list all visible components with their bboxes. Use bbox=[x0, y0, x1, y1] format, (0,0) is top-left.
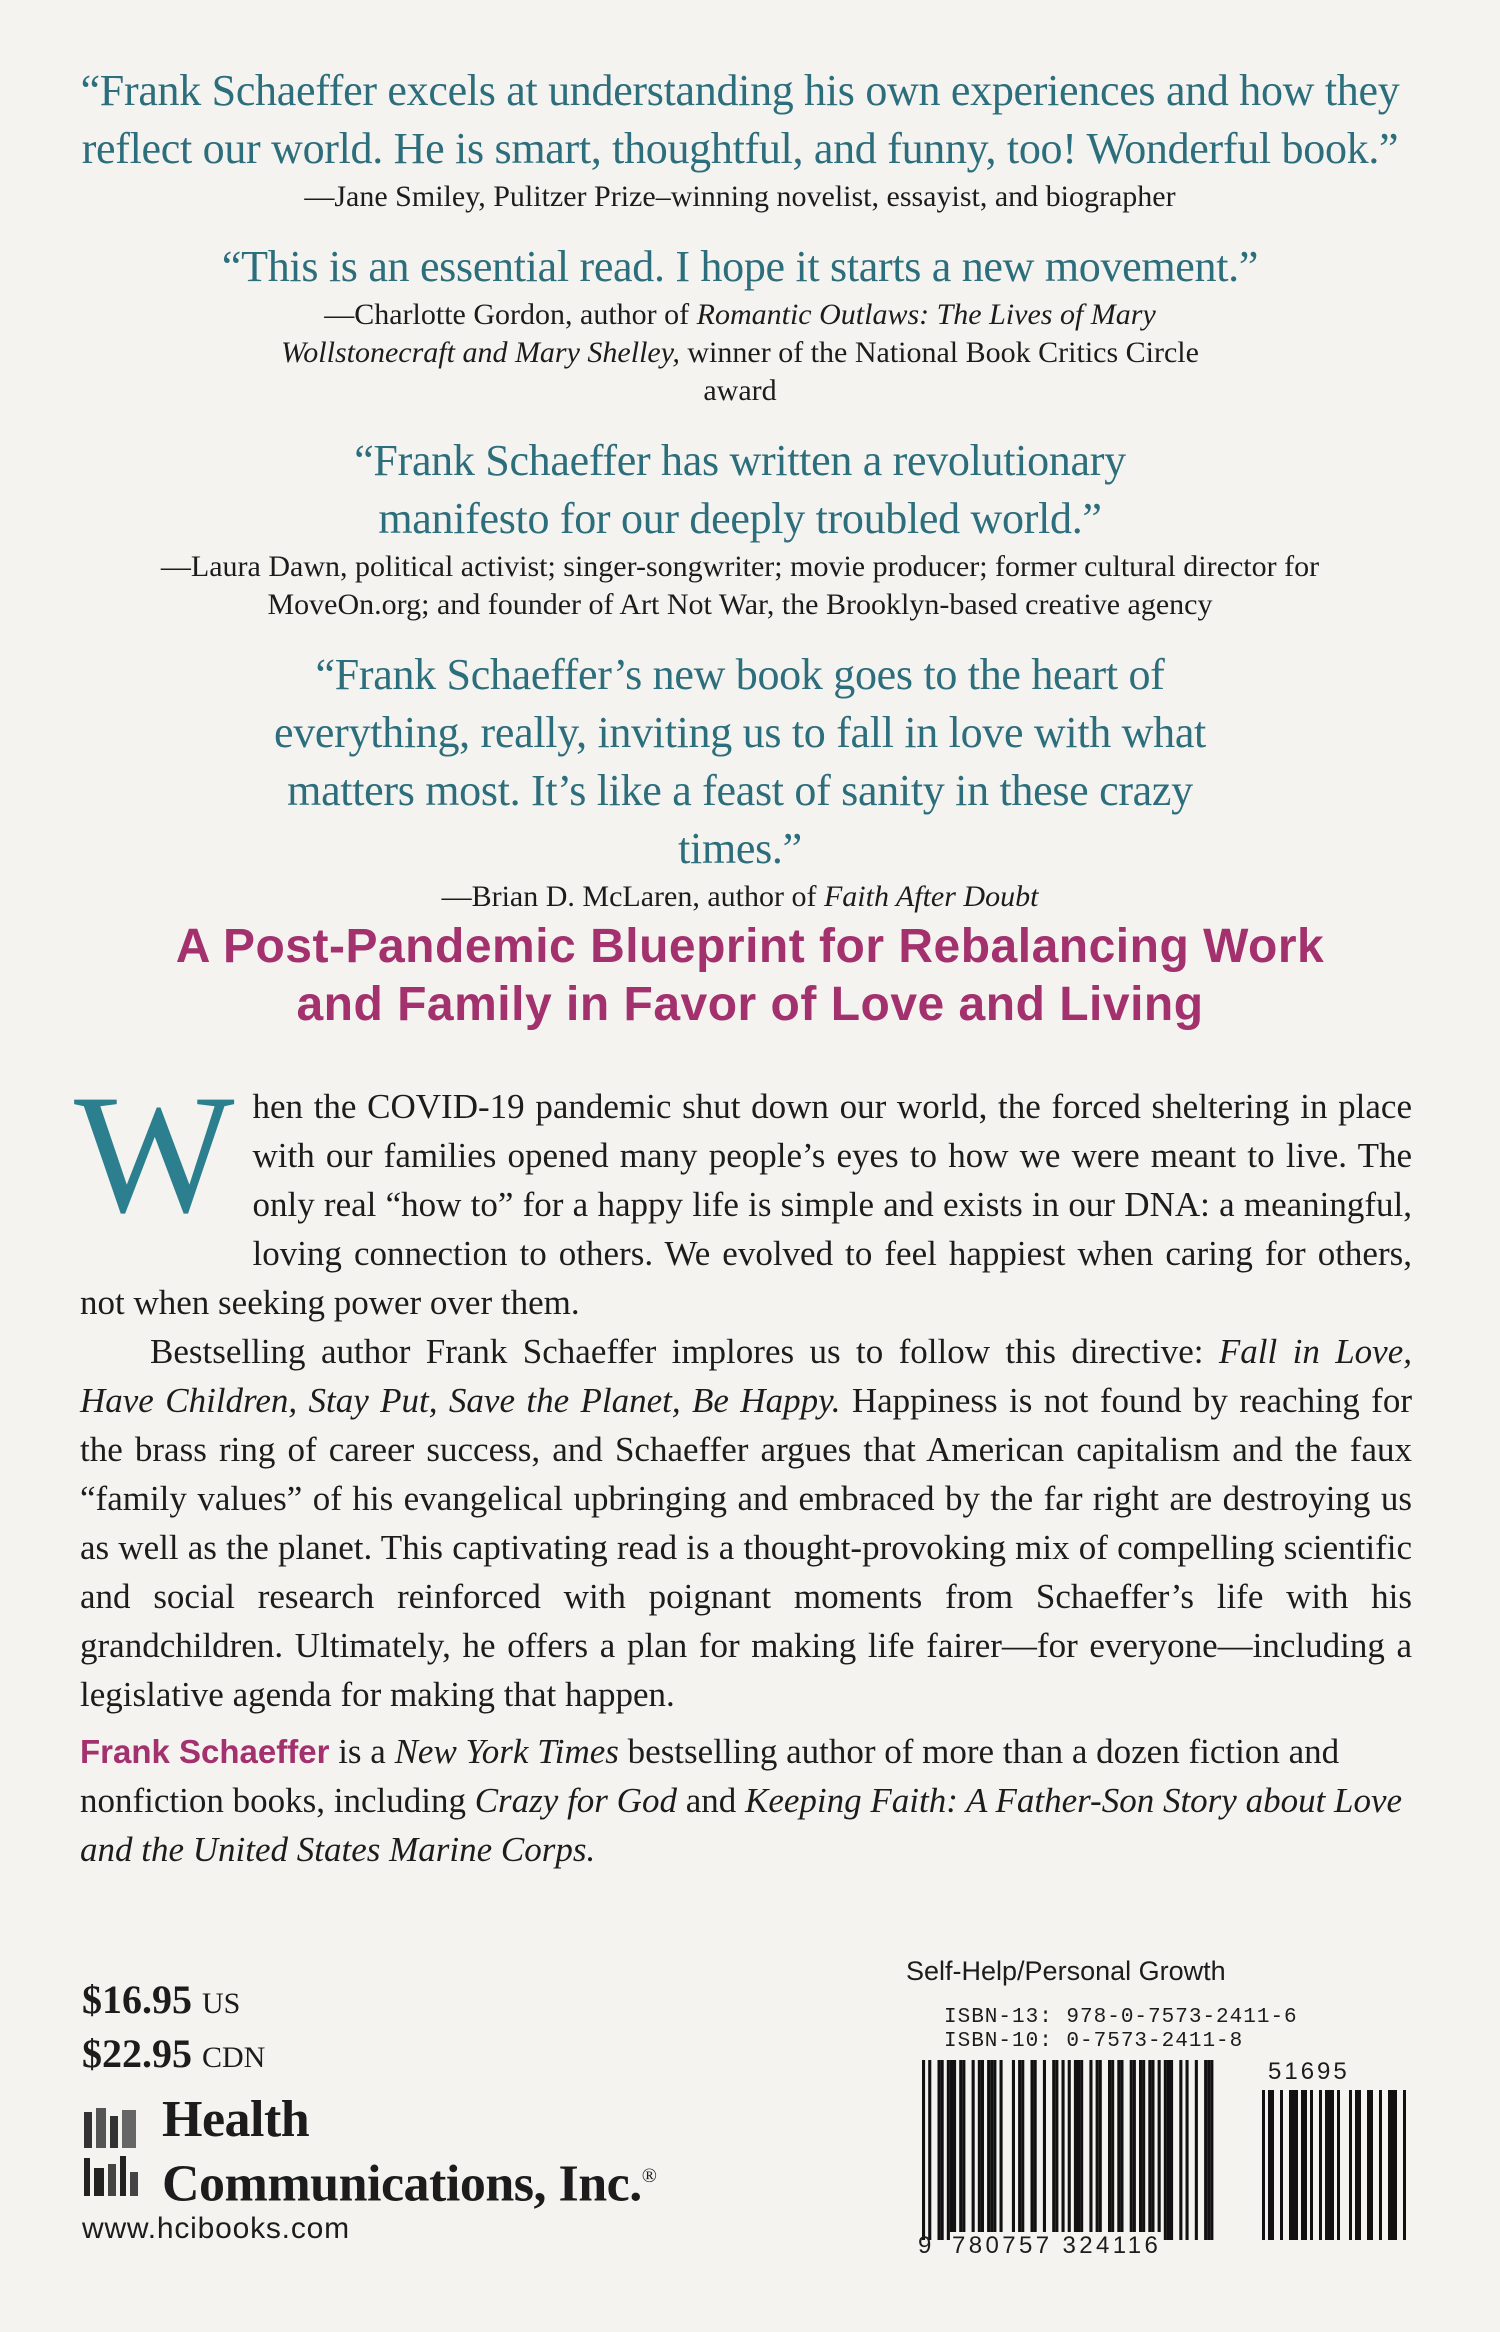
barcode-addon-bar bbox=[1394, 2090, 1397, 2240]
barcode-addon-bar bbox=[1337, 2090, 1340, 2240]
barcode-addon-bar bbox=[1328, 2090, 1331, 2240]
publisher-name bbox=[162, 2092, 656, 2212]
attribution-text: winner of the National Book Critics Circle award bbox=[679, 336, 1199, 407]
barcode-bar bbox=[1055, 2060, 1058, 2240]
publisher-name-line bbox=[162, 2148, 656, 2212]
barcode-addon-bar bbox=[1355, 2090, 1358, 2240]
registered-mark: ® bbox=[641, 2165, 657, 2187]
barcode-digits: 780757 324116 bbox=[952, 2232, 1162, 2259]
barcode-bar bbox=[1186, 2060, 1189, 2240]
paragraph-text: Bestselling author Frank Schaeffer implores us to follow this directive: bbox=[150, 1332, 1219, 1371]
endorsement-attribution bbox=[70, 878, 1410, 916]
price-us-label: US bbox=[202, 1987, 241, 2020]
barcode-addon-bar bbox=[1271, 2090, 1274, 2240]
barcode-bar bbox=[1117, 2060, 1120, 2240]
barcode-bar bbox=[990, 2060, 993, 2240]
publisher-name-text: Communications, Inc. bbox=[162, 2155, 642, 2213]
endorsement-gordon bbox=[70, 238, 1410, 410]
barcode-bar bbox=[1142, 2060, 1145, 2240]
barcode-addon-bar bbox=[1268, 2090, 1271, 2240]
isbn-block bbox=[944, 2006, 1298, 2054]
description bbox=[74, 1060, 1412, 1874]
barcode-bar bbox=[981, 2060, 984, 2240]
barcode-bar bbox=[1080, 2060, 1083, 2240]
barcode-bar bbox=[953, 2060, 956, 2240]
barcode-addon-bar bbox=[1310, 2090, 1313, 2240]
barcode-bar bbox=[1021, 2060, 1024, 2240]
barcode-bar bbox=[941, 2060, 944, 2240]
price-cdn-label: CDN bbox=[202, 2041, 266, 2074]
barcode-first-digit: 9 bbox=[918, 2232, 932, 2259]
barcode-bar bbox=[928, 2060, 931, 2240]
barcode-bar bbox=[1012, 2060, 1015, 2240]
barcode-addon-bar bbox=[1379, 2090, 1382, 2240]
attribution-text: —Charlotte Gordon, author of bbox=[324, 298, 697, 331]
barcode-bar bbox=[1018, 2060, 1021, 2240]
book-title: Faith After Doubt bbox=[823, 880, 1039, 913]
endorsement-quote: “Frank Schaeffer has written a revolutionary manifesto for our deeply troubled world.” bbox=[354, 436, 1126, 543]
barcode-addon-bar bbox=[1289, 2090, 1292, 2240]
barcode-bar bbox=[972, 2060, 975, 2240]
barcode-addon-bar bbox=[1391, 2090, 1394, 2240]
barcode-bar bbox=[1130, 2060, 1133, 2240]
endorsement-dawn bbox=[70, 432, 1410, 624]
barcode-bar bbox=[1068, 2060, 1071, 2240]
barcode-bar bbox=[1108, 2060, 1111, 2240]
book-title: Romantic Outlaws: The Lives of Mary Wollstonecraft and Mary Shelley, bbox=[281, 298, 1156, 369]
barcode-addon-bar bbox=[1304, 2090, 1307, 2240]
barcode-bar bbox=[959, 2060, 962, 2240]
barcode-addon-bar bbox=[1319, 2090, 1322, 2240]
endorsement-attribution: —Laura Dawn, political activist; singer-songwriter; movie producer; former cultural director for MoveOn.org; and founder of Art Not War, the Brooklyn-based creative agency bbox=[160, 550, 1320, 621]
barcode-bar bbox=[962, 2060, 965, 2240]
bio-italic: New York Times bbox=[394, 1732, 619, 1771]
barcode-bar bbox=[1089, 2060, 1092, 2240]
barcode-bar bbox=[1139, 2060, 1142, 2240]
price-us-value: $16.95 bbox=[82, 1977, 192, 2022]
barcode-addon-bar bbox=[1292, 2090, 1295, 2240]
bio-text: bestselling author of more than a dozen fiction and nonfiction books, including bbox=[80, 1732, 1340, 1820]
endorsement-attribution: —Jane Smiley, Pulitzer Prize–winning novelist, essayist, and biographer bbox=[304, 180, 1176, 213]
barcode-bar bbox=[1099, 2060, 1102, 2240]
barcode-bar bbox=[1062, 2060, 1065, 2240]
barcode-addon-bar bbox=[1349, 2090, 1352, 2240]
book-title: Keeping Faith: A Father-Son Story about Love and the United States Marine Corps. bbox=[80, 1781, 1403, 1869]
category-label: Self-Help/Personal Growth bbox=[906, 1956, 1226, 1986]
barcode-addon-bar bbox=[1331, 2090, 1334, 2240]
description-paragraph bbox=[80, 1327, 1412, 1719]
endorsement-quote: “Frank Schaeffer excels at understanding his own experiences and how they reflect our world. He is smart, thoughtful, and funny, too! Wonderful book.” bbox=[80, 66, 1400, 173]
barcode-addon-bar bbox=[1295, 2090, 1298, 2240]
barcode-bar bbox=[1111, 2060, 1114, 2240]
barcode-addon-bar bbox=[1262, 2090, 1265, 2240]
barcode-bar bbox=[1195, 2060, 1198, 2240]
barcode-bar bbox=[978, 2060, 981, 2240]
barcode-bar bbox=[1031, 2060, 1034, 2240]
barcode-bar bbox=[1179, 2060, 1182, 2240]
barcode-bar bbox=[938, 2060, 941, 2240]
bio-text: is a bbox=[329, 1732, 395, 1771]
barcode-addon-bar bbox=[1325, 2090, 1328, 2240]
endorsement-attribution bbox=[70, 296, 1410, 410]
price-block bbox=[82, 1975, 265, 2083]
barcode-addon-bar bbox=[1370, 2090, 1373, 2240]
barcode-bar bbox=[1096, 2060, 1099, 2240]
barcode-bar bbox=[922, 2060, 925, 2240]
barcode-bar bbox=[1167, 2060, 1170, 2240]
description-paragraph bbox=[74, 1060, 1412, 1327]
barcode-bar bbox=[1077, 2060, 1080, 2240]
barcode-bar bbox=[1148, 2060, 1151, 2240]
paragraph-text: Happiness is not found by reaching for the brass ring of career success, and Schaeffer argues that American capitalism and the faux “family values” of his evangelical upbringing and embraced by the far right are destroying us as well as the planet. This captivating read is a thought-provoking mix of compelling scientific and social research reinforced with poignant moments from Schaeffer’s life with his grandchildren. Ultimately, he offers a plan for making life fairer—for everyone—including a legislative agenda for making that happen. bbox=[80, 1381, 1412, 1714]
endorsement-quote: “Frank Schaeffer’s new book goes to the heart of everything, really, inviting us to fall in love with what matters most. It’s like a feast of sanity in these crazy times.” bbox=[274, 650, 1206, 873]
barcode-bar bbox=[1000, 2060, 1003, 2240]
barcode-bar bbox=[1164, 2060, 1167, 2240]
barcode-bar bbox=[1204, 2060, 1207, 2240]
barcode-bar bbox=[1074, 2060, 1077, 2240]
attribution-text: —Brian D. McLaren, author of bbox=[441, 880, 824, 913]
barcode-bar bbox=[1034, 2060, 1037, 2240]
barcode-bar bbox=[1043, 2060, 1046, 2240]
barcode-bar bbox=[1120, 2060, 1123, 2240]
endorsement-quote: “This is an essential read. I hope it starts a new movement.” bbox=[221, 242, 1259, 291]
barcode bbox=[922, 2060, 1410, 2255]
barcode-addon-bar bbox=[1388, 2090, 1391, 2240]
barcode-addon-bar bbox=[1367, 2090, 1370, 2240]
directive-text: Fall in Love, Have Children, Stay Put, Save the Planet, Be Happy. bbox=[80, 1332, 1412, 1420]
barcode-bar bbox=[947, 2060, 950, 2240]
barcode-bar bbox=[1133, 2060, 1136, 2240]
barcode-addon-bar bbox=[1403, 2090, 1406, 2240]
author-name: Frank Schaeffer bbox=[80, 1733, 330, 1770]
barcode-addon-bar bbox=[1301, 2090, 1304, 2240]
endorsement-smiley bbox=[70, 62, 1410, 216]
author-bio bbox=[80, 1727, 1412, 1874]
publisher-logo-icon bbox=[82, 2106, 140, 2198]
barcode-bar bbox=[1210, 2060, 1213, 2240]
barcode-bar bbox=[1052, 2060, 1055, 2240]
endorsements bbox=[70, 62, 1410, 938]
barcode-bar bbox=[987, 2060, 990, 2240]
publisher-url: www.hcibooks.com bbox=[82, 2212, 350, 2245]
barcode-bar bbox=[1207, 2060, 1210, 2240]
barcode-addon: 51695 bbox=[1268, 2058, 1350, 2085]
barcode-bar bbox=[1151, 2060, 1154, 2240]
drop-cap: W bbox=[74, 1060, 235, 1248]
barcode-bar bbox=[1158, 2060, 1161, 2240]
price-cdn bbox=[82, 2029, 265, 2083]
barcode-addon-bar bbox=[1358, 2090, 1361, 2240]
book-title: Crazy for God bbox=[474, 1781, 677, 1820]
price-cdn-value: $22.95 bbox=[82, 2031, 192, 2076]
headline: A Post-Pandemic Blueprint for Rebalancing Work and Family in Favor of Love and Living bbox=[175, 920, 1325, 1031]
endorsement-mclaren bbox=[70, 646, 1410, 916]
isbn-13: ISBN-13: 978-0-7573-2411-6 bbox=[944, 2006, 1298, 2029]
publisher-name-line: Health bbox=[162, 2091, 310, 2148]
barcode-addon-bar bbox=[1280, 2090, 1283, 2240]
bio-text: and bbox=[676, 1781, 745, 1820]
barcode-bar bbox=[993, 2060, 996, 2240]
price-us bbox=[82, 1975, 265, 2029]
barcode-bar bbox=[1170, 2060, 1173, 2240]
paragraph-text: hen the COVID-19 pandemic shut down our world, the forced sheltering in place with our families opened many people’s eyes to how we were meant to live. The only real “how to” for a happy life is simple and exists in our DNA: a meaningful, loving connection to others. We evolved to feel happiest when caring for others, not when seeking power over them. bbox=[80, 1087, 1412, 1322]
isbn-10: ISBN-10: 0-7573-2411-8 bbox=[944, 2030, 1244, 2053]
barcode-bar bbox=[950, 2060, 953, 2240]
